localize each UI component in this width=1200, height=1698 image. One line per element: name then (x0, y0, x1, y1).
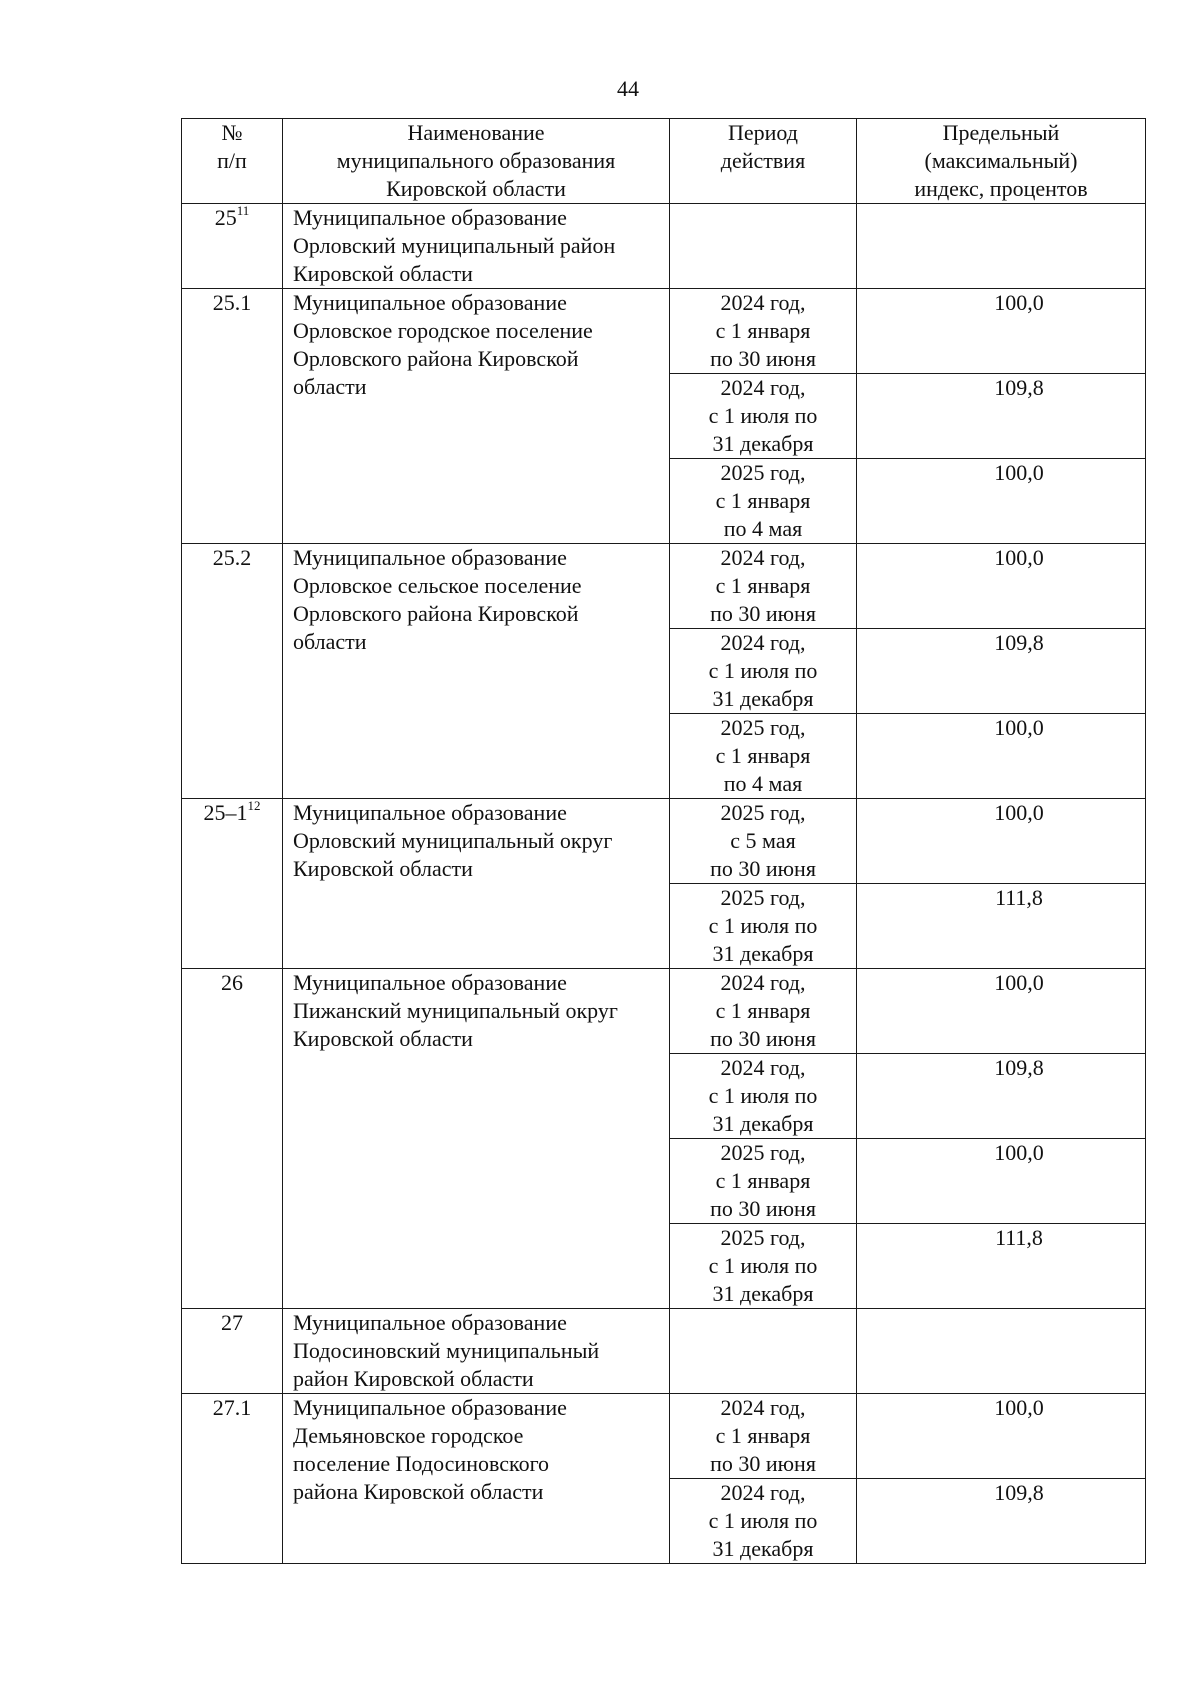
municipality-name: Муниципальное образование Орловский муниципальный округ Кировской области (283, 799, 670, 969)
index-cell: 111,8 (857, 1224, 1146, 1309)
period-cell: 2025 год, с 1 января по 4 мая (670, 714, 857, 799)
index-cell: 109,8 (857, 374, 1146, 459)
period-cell: 2024 год, с 1 июля по 31 декабря (670, 1479, 857, 1564)
header-municipality: Наименование муниципального образования Кировской области (283, 119, 670, 204)
period-cell: 2025 год, с 1 июля по 31 декабря (670, 884, 857, 969)
period-cell: 2025 год, с 1 января по 30 июня (670, 1139, 857, 1224)
index-cell: 100,0 (857, 459, 1146, 544)
index-cell: 109,8 (857, 1054, 1146, 1139)
footnote-ref: 12 (247, 797, 261, 813)
page-number: 44 (617, 76, 639, 101)
period-cell (670, 204, 857, 289)
header-index: Предельный (максимальный) индекс, процентов (857, 119, 1146, 204)
index-cell: 100,0 (857, 544, 1146, 629)
table-header-row (182, 119, 1146, 204)
index-cell (857, 1309, 1146, 1394)
municipality-name: Муниципальное образование Подосиновский муниципальный район Кировской области (283, 1309, 670, 1394)
period-cell: 2024 год, с 1 июля по 31 декабря (670, 374, 857, 459)
row-number: 25.2 (182, 544, 283, 799)
municipality-name: Муниципальное образование Орловское сельское поселение Орловского района Кировской области (283, 544, 670, 799)
header-number: № п/п (182, 119, 283, 204)
index-cell: 100,0 (857, 1139, 1146, 1224)
index-cell: 100,0 (857, 969, 1146, 1054)
period-cell (670, 1309, 857, 1394)
period-cell: 2024 год, с 1 января по 30 июня (670, 969, 857, 1054)
table-row (182, 544, 1146, 629)
row-number: 25.1 (182, 289, 283, 544)
table-row (182, 204, 1146, 289)
row-number: $25-1^{12}$ (182, 799, 283, 969)
table-row (182, 1394, 1146, 1479)
row-number: 27.1 (182, 1394, 283, 1564)
header-period: Период действия (670, 119, 857, 204)
index-cell: 100,0 (857, 1394, 1146, 1479)
index-cell: 100,0 (857, 714, 1146, 799)
index-cell: 100,0 (857, 799, 1146, 884)
table-row (182, 799, 1146, 884)
footnote-ref: 11 (236, 202, 250, 218)
period-cell: 2024 год, с 1 января по 30 июня (670, 289, 857, 374)
index-cell: 111,8 (857, 884, 1146, 969)
municipality-name: Муниципальное образование Орловский муниципальный район Кировской области (283, 204, 670, 289)
row-number: 27 (182, 1309, 283, 1394)
period-cell: 2025 год, с 1 июля по 31 декабря (670, 1224, 857, 1309)
index-table (181, 118, 1146, 1564)
municipality-name: Муниципальное образование Демьяновское городское поселение Подосиновского района Кировской области (283, 1394, 670, 1564)
period-cell: 2024 год, с 1 июля по 31 декабря (670, 629, 857, 714)
period-cell: 2025 год, с 5 мая по 30 июня (670, 799, 857, 884)
row-number: 26 (182, 969, 283, 1309)
period-cell: 2025 год, с 1 января по 4 мая (670, 459, 857, 544)
period-cell: 2024 год, с 1 января по 30 июня (670, 1394, 857, 1479)
period-cell: 2024 год, с 1 июля по 31 декабря (670, 1054, 857, 1139)
municipality-name: Муниципальное образование Пижанский муниципальный округ Кировской области (283, 969, 670, 1309)
index-cell: 109,8 (857, 629, 1146, 714)
table-row (182, 969, 1146, 1054)
municipality-name: Муниципальное образование Орловское городское поселение Орловского района Кировской области (283, 289, 670, 544)
table-row (182, 1309, 1146, 1394)
index-cell (857, 204, 1146, 289)
period-cell: 2024 год, с 1 января по 30 июня (670, 544, 857, 629)
row-number: $25^{11}$ (182, 204, 283, 289)
index-cell: 100,0 (857, 289, 1146, 374)
table-row (182, 289, 1146, 374)
index-cell: 109,8 (857, 1479, 1146, 1564)
